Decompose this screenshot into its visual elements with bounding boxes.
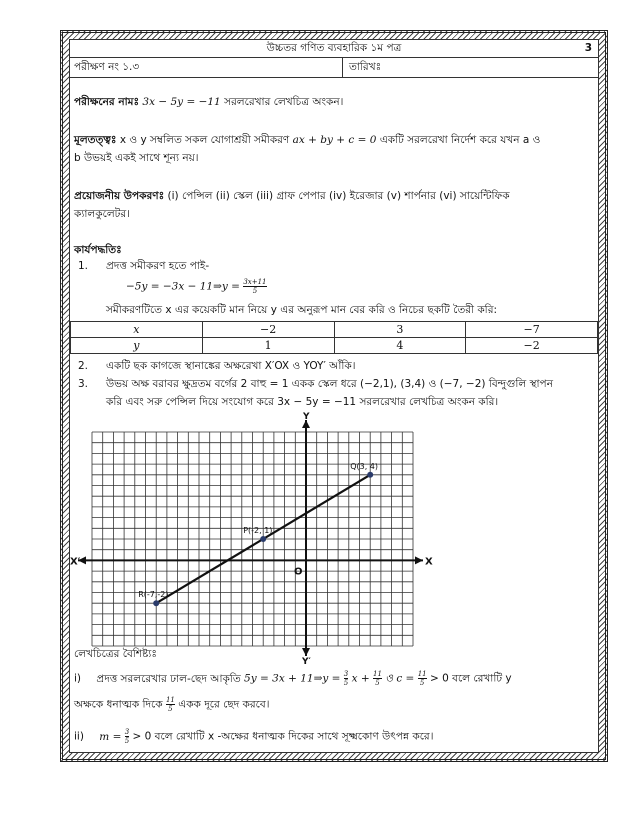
table-row: x −2 3 −7	[71, 322, 598, 338]
features-label: লেখচিত্রের বৈশিষ্ট্যঃ	[74, 648, 157, 660]
subheader	[70, 58, 598, 78]
graph-point	[367, 472, 373, 478]
table-row: y 1 4 −2	[71, 338, 598, 354]
step-1-equation: −5y = −3x − 11⇒y = $\frac{3x+11}{5}$	[126, 278, 267, 295]
feature-ii: ii) m = $\frac{3}{5}$ > 0 বলে রেখাটি x -অক্ষের ধনাত্মক দিকের সাথে সূক্ষ্মকোণ উৎপন্ন করে।	[74, 728, 434, 745]
page-number: 3	[584, 42, 592, 54]
x-axis-right-label: X	[425, 556, 433, 568]
date-label: তারিখঃ	[342, 58, 381, 77]
feature-i-line-1: i) প্রদত্ত সরলরেখার ঢাল-ছেদ আকৃতি 5y = 3x + 11⇒y = $\frac{3}{5}$ x + $\frac{11}{5}$ ও c = $\frac{11}{5}$ > 0 বলে রেখাটি y	[74, 670, 512, 687]
procedure-label: কার্যপদ্ধতিঃ	[74, 244, 122, 256]
feature-i-line-2: অক্ষকে ধনাত্মক দিকে $\frac{11}{5}$ একক দূরে ছেদ করবে।	[74, 696, 270, 713]
origin-label: O	[294, 566, 303, 578]
x-axis-left-label: X′	[70, 556, 81, 568]
values-table	[70, 321, 598, 354]
exam-number: পরীক্ষণ নং ১.৩	[74, 61, 140, 73]
materials-line-1: প্রয়োজনীয় উপকরণঃ (i) পেন্সিল (ii) স্কেল (iii) গ্রাফ পেপার (iv) ইরেজার (v) শার্পনার (vi) সায়েন্টিফিক	[74, 190, 510, 202]
header-title: উচ্চতর গণিত ব্যবহারিক ১ম পত্র	[266, 42, 402, 54]
step-3-line-2: করি এবং সরু পেন্সিল দিয়ে সংযোগ করে 3x − 5y = −11 সরলরেখার লেখচিত্র অংকন করি।	[106, 396, 499, 408]
page-header	[70, 40, 598, 58]
materials-line-2: ক্যালকুলেটর।	[74, 208, 130, 220]
y-axis-bottom-label: Y′	[302, 657, 311, 667]
y-axis-top-label: Y	[303, 412, 310, 422]
page-border	[60, 30, 608, 762]
x-axis-arrow-right	[415, 556, 423, 564]
graph-point-label: P(-2, 1)	[243, 526, 273, 535]
theory-line-1: মূলতত্ত্বঃ x ও y সম্বলিত সকল যোগাশ্রয়ী সমীকরণ ax + by + c = 0 একটি সরলরেখা নির্দেশ করে যখন a ও	[74, 134, 541, 146]
graph-point	[153, 600, 159, 606]
page-content: উচ্চতর গণিত ব্যবহারিক ১ম পত্র 3 পরীক্ষণ নং ১.৩ তারিখঃ পরীক্ষনের নামঃ 3x − 5y = −11 সরলরেখার লেখচিত্র অংকন। মূলতত্ত্বঃ x ও y সম্বলিত সকল যোগাশ্রয়ী সমীকরণ ax + by + c = 0 একটি সরলরেখা নির্দেশ করে যখন a ও b উভয়ই একই সাথে শূন্য নয়। প্রয়োজনীয় উপকরণঃ (i) পেন্সিল (ii) স্কেল (iii) গ্রাফ পেপার (iv) ইরেজার (v) শার্পনার (vi) সায়েন্টিফিক ক্যালকুলেটর। কার্যপদ্ধতিঃ 1. প্রদত্ত সমীকরণ হতে পাই- −5y = −3x − 11⇒y = $\frac{3x+11}{5}$ সমীকরণটিতে x এর কয়েকটি মান নিয়ে y এর অনুরূপ মান বের করি ও নিচের ছকটি তৈরী করি: x −2 3 −7 y 1 4 −2 2. একটি ছক কাগজে স্থানাঙ্কের অক্ষরেখা X′OX ও YOY′ আঁকি। 3. উভয় অক্ষ বরাবর ক্ষুদ্রতম বর্গের 2 বাহু = 1 একক স্কেল ধরে (−2,1), (3,4) ও (−7, −2) বিন্দুগুলি স্থাপন করি এবং সরু পেন্সিল দিয়ে সংযোগ করে 3x − 5y = −11 সরলরেখার লেখচিত্র অংকন করি। X′ X Y Y′ O Q(3, 4) P(-2, 1) R(-7,-2) লেখচিত্রের বৈশিষ্ট্যঃ i) প্রদত্ত সরলরেখার ঢাল-ছেদ আকৃতি 5y = 3x + 11⇒y = $\frac{3}{5}$ x + $\frac{11}{5}$ ও c = $\frac{11}{5}$ > 0 বলে রেখাটি y অক্ষকে ধনাত্মক দিকে $\frac{11}{5}$ একক দূরে ছেদ করবে। ii) m = $\frac{3}{5}$ > 0 বলে রেখাটি x -অক্ষের ধনাত্মক দিকের সাথে সূক্ষ্মকোণ উৎপন্ন করে।	[69, 39, 599, 753]
graph-point-label: Q(3, 4)	[350, 461, 379, 471]
step-1-note: সমীকরণটিতে x এর কয়েকটি মান নিয়ে y এর অনুরূপ মান বের করি ও নিচের ছকটি তৈরী করি:	[106, 304, 498, 316]
experiment-name: পরীক্ষনের নামঃ 3x − 5y = −11 সরলরেখার লেখচিত্র অংকন।	[74, 96, 344, 108]
graph-point-label: R(-7,-2)	[138, 590, 169, 600]
theory-line-2: b উভয়ই একই সাথে শূন্য নয়।	[74, 152, 199, 164]
graph-point	[260, 536, 266, 542]
